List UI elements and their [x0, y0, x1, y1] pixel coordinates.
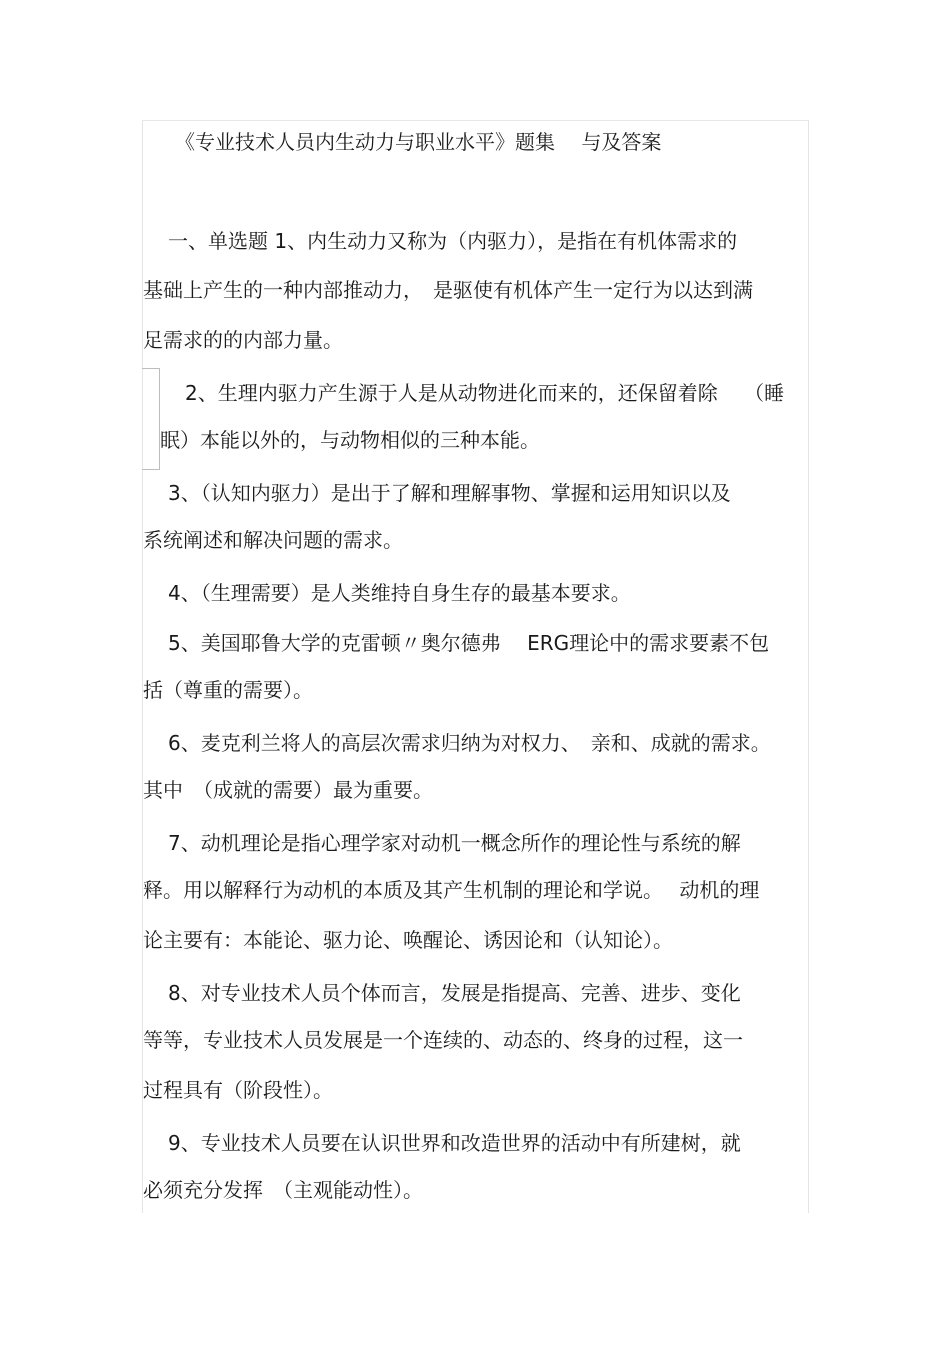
text-line: 6、麦克利兰将人的高层次需求归纳为对权力、 亲和、成就的需求。 — [168, 731, 771, 755]
text-line: 括（尊重的需要）。 — [143, 678, 313, 702]
text-line: 过程具有（阶段性）。 — [143, 1078, 333, 1102]
text-line: 9、专业技术人员要在认识世界和改造世界的活动中有所建树，就 — [168, 1131, 741, 1155]
text-line: 3、（认知内驱力）是出于了解和理解事物、掌握和运用知识以及 — [168, 481, 731, 505]
text-line: 眠）本能以外的，与动物相似的三种本能。 — [160, 428, 540, 452]
text-line: 8、对专业技术人员个体而言，发展是指提高、完善、进步、变化 — [168, 981, 741, 1005]
text-line: 5、美国耶鲁大学的克雷顿〃奥尔德弗 ERG理论中的需求要素不包 — [168, 631, 770, 655]
text-line: 一、单选题 1、内生动力又称为（内驱力），是指在有机体需求的 — [168, 229, 738, 253]
text-line: 释。用以解释行为动机的本质及其产生机制的理论和学说。 动机的理 — [143, 878, 760, 902]
text-line: 必须充分发挥 （主观能动性）。 — [143, 1178, 423, 1202]
document-title: 《专业技术人员内生动力与职业水平》题集 与及答案 — [175, 130, 662, 154]
text-line: 系统阐述和解决问题的需求。 — [143, 528, 403, 552]
margin-box — [142, 368, 160, 470]
text-line: 等等，专业技术人员发展是一个连续的、动态的、终身的过程，这一 — [143, 1028, 743, 1052]
text-line: 论主要有：本能论、驱力论、唤醒论、诱因论和（认知论）。 — [143, 928, 673, 952]
text-line: 4、（生理需要）是人类维持自身生存的最基本要求。 — [168, 581, 631, 605]
text-line: 基础上产生的一种内部推动力， 是驱使有机体产生一定行为以达到满 — [143, 278, 753, 302]
text-line: 7、动机理论是指心理学家对动机一概念所作的理论性与系统的解 — [168, 831, 741, 855]
text-line: 足需求的的内部力量。 — [143, 328, 343, 352]
text-line: 其中 （成就的需要）最为重要。 — [143, 778, 433, 802]
text-line: 2、生理内驱力产生源于人是从动物进化而来的，还保留着除 （睡 — [185, 381, 785, 405]
